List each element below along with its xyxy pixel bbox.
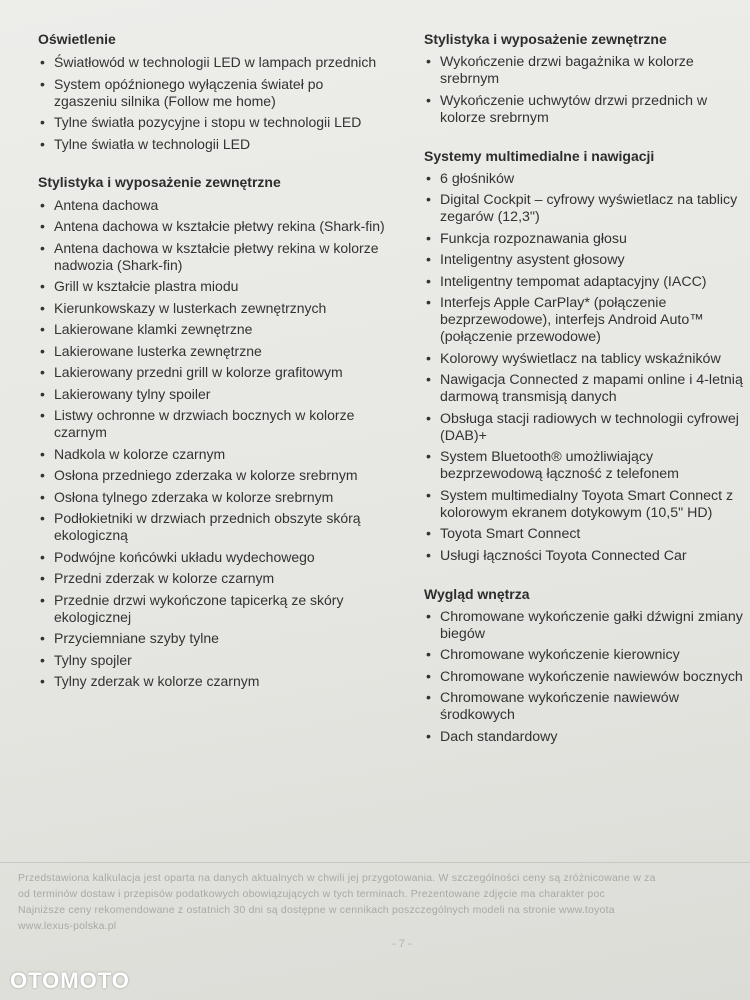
feature-item	[38, 364, 388, 381]
feature-text: Grill w kształcie plastra miodu	[54, 278, 239, 294]
feature-item	[424, 411, 750, 445]
feature-text: System multimedialny Toyota Smart Connect z kolorowym ekranem dotykowym (10,5" HD)	[440, 487, 734, 521]
bullet-icon: •	[426, 668, 431, 685]
feature-item	[38, 549, 388, 566]
feature-text: Tylne światła pozycyjne i stopu w technologii LED	[54, 114, 362, 130]
bullet-icon: •	[40, 651, 45, 668]
section-heading: Oświetlenie	[38, 31, 116, 47]
bullet-icon: •	[426, 295, 431, 311]
feature-item	[38, 570, 388, 587]
bullet-icon: •	[426, 487, 431, 504]
bullet-icon: •	[40, 570, 45, 586]
footer-divider	[0, 862, 750, 863]
bullet-icon: •	[426, 92, 431, 109]
feature-item	[38, 321, 388, 338]
feature-item	[424, 690, 750, 724]
feature-text: Chromowane wykończenie gałki dźwigni zmiany biegów	[440, 608, 743, 642]
disclaimer-line: Najniższe ceny rekomendowane z ostatnich 30 dni są dostępne w cennikach poszczególnych modeli na stronie www.toyota	[18, 904, 615, 916]
feature-item	[38, 54, 388, 71]
feature-text: Lakierowany tylny spoiler	[54, 385, 211, 402]
section-heading: Stylistyka i wyposażenie zewnętrzne	[424, 31, 667, 47]
feature-item	[424, 609, 750, 643]
feature-text: Usługi łączności Toyota Connected Car	[440, 547, 687, 564]
bullet-icon: •	[40, 467, 45, 483]
feature-text: Przednie drzwi wykończone tapicerką ze skóry ekologicznej	[54, 591, 344, 625]
section-heading: Systemy multimedialne i nawigacji	[424, 147, 655, 164]
feature-text: System Bluetooth® umożliwiający bezprzewodową łączność z telefonem	[440, 449, 679, 482]
bullet-icon: •	[426, 372, 431, 388]
feature-item	[38, 343, 388, 360]
feature-item	[424, 669, 750, 686]
bullet-icon: •	[40, 630, 45, 646]
bullet-icon: •	[426, 230, 431, 247]
bullet-icon: •	[40, 591, 45, 608]
feature-text: Dach standardowy	[440, 728, 558, 745]
feature-item	[38, 630, 388, 647]
feature-text: Antena dachowa w kształcie płetwy rekina w kolorze nadwozia (Shark-fin)	[54, 239, 379, 273]
feature-item	[424, 351, 750, 368]
bullet-icon: •	[40, 196, 45, 213]
bullet-icon: •	[40, 488, 45, 505]
feature-item	[424, 548, 750, 565]
feature-item	[424, 171, 750, 188]
feature-list	[424, 54, 750, 127]
bullet-icon: •	[426, 547, 431, 564]
feature-text: Lakierowane klamki zewnętrzne	[54, 321, 253, 337]
bullet-icon: •	[426, 647, 431, 663]
feature-text: Tylny zderzak w kolorze czarnym	[54, 673, 260, 689]
feature-list	[38, 54, 388, 153]
bullet-icon: •	[40, 445, 45, 462]
feature-text: Nawigacja Connected z mapami online i 4-letnią darmową transmisją danych	[440, 372, 743, 405]
feature-item	[38, 136, 388, 153]
spec-section	[424, 147, 750, 565]
feature-text: Wykończenie drzwi bagażnika w kolorze srebrnym	[440, 54, 694, 87]
feature-text: Antena dachowa w kształcie płetwy rekina (Shark-fin)	[54, 218, 385, 234]
feature-item	[38, 300, 388, 317]
feature-text: Obsługa stacji radiowych w technologii cyfrowej (DAB)+	[440, 410, 739, 444]
feature-item	[424, 449, 750, 483]
bullet-icon: •	[426, 449, 431, 465]
feature-item	[38, 652, 388, 669]
feature-text: Tylny spojler	[54, 651, 132, 668]
bullet-icon: •	[40, 54, 45, 70]
feature-item	[424, 488, 750, 522]
spec-section	[424, 585, 750, 746]
feature-item	[38, 446, 388, 463]
feature-item	[38, 218, 388, 235]
feature-text: Osłona tylnego zderzaka w kolorze srebrnym	[54, 488, 334, 505]
bullet-icon: •	[40, 321, 45, 337]
feature-item	[38, 76, 388, 110]
feature-text: Wykończenie uchwytów drzwi przednich w kolorze srebrnym	[440, 92, 708, 126]
section-heading: Wygląd wnętrza	[424, 585, 530, 602]
otomoto-watermark-logo: OTOMOTO	[10, 968, 130, 993]
feature-item	[38, 197, 388, 214]
bullet-icon: •	[40, 364, 45, 380]
feature-item	[424, 192, 750, 226]
bullet-icon: •	[40, 407, 45, 423]
disclaimer-line: Przedstawiona kalkulacja jest oparta na danych aktualnych w chwili jej przygotowania. W szczególności ceny są zróżnicowane w za	[18, 872, 656, 884]
disclaimer-footer	[18, 870, 750, 934]
feature-text: Osłona przedniego zderzaka w kolorze srebrnym	[54, 467, 358, 483]
section-heading: Stylistyka i wyposażenie zewnętrzne	[38, 173, 281, 190]
feature-item	[424, 526, 750, 543]
feature-text: Tylne światła w technologii LED	[54, 135, 251, 152]
feature-text: Lakierowany przedni grill w kolorze grafitowym	[54, 364, 343, 380]
bullet-icon: •	[40, 299, 45, 316]
spec-section	[424, 30, 750, 127]
left-column	[38, 30, 388, 710]
feature-text: Przyciemniane szyby tylne	[54, 630, 219, 646]
bullet-icon: •	[40, 548, 45, 565]
feature-text: Chromowane wykończenie nawiewów bocznych	[440, 668, 743, 685]
feature-text: Inteligentny asystent głosowy	[440, 252, 625, 268]
feature-item	[38, 114, 388, 131]
feature-text: Inteligentny tempomat adaptacyjny (IACC)	[440, 273, 707, 290]
feature-item	[38, 467, 388, 484]
disclaimer-line: www.lexus-polska.pl	[18, 920, 117, 932]
bullet-icon: •	[40, 135, 45, 152]
feature-list	[424, 171, 750, 565]
feature-item	[424, 372, 750, 406]
feature-text: Toyota Smart Connect	[440, 526, 581, 542]
feature-text: System opóźnionego wyłączenia świateł po zgaszeniu silnika (Follow me home)	[54, 75, 324, 109]
bullet-icon: •	[40, 385, 45, 402]
feature-text: Kierunkowskazy w lusterkach zewnętrznych	[54, 299, 327, 316]
feature-list	[424, 609, 750, 746]
feature-item	[38, 510, 388, 544]
bullet-icon: •	[40, 114, 45, 130]
bullet-icon: •	[426, 728, 431, 745]
bullet-icon: •	[426, 526, 431, 542]
feature-text: Nadkola w kolorze czarnym	[54, 445, 226, 462]
feature-list	[38, 197, 388, 691]
bullet-icon: •	[426, 350, 431, 367]
bullet-icon: •	[426, 54, 431, 70]
feature-item	[424, 274, 750, 291]
feature-item	[424, 231, 750, 248]
bullet-icon: •	[40, 75, 45, 92]
feature-text: Przedni zderzak w kolorze czarnym	[54, 570, 275, 586]
feature-text: Chromowane wykończenie kierownicy	[440, 647, 680, 663]
feature-text: Kolorowy wyświetlacz na tablicy wskaźników	[440, 350, 721, 367]
bullet-icon: •	[426, 410, 431, 427]
feature-text: Digital Cockpit – cyfrowy wyświetlacz na tablicy zegarów (12,3")	[440, 192, 738, 225]
feature-text: Podłokietniki w drzwiach przednich obszyte skórą ekologiczną	[54, 510, 361, 543]
feature-text: Światłowód w technologii LED w lampach przednich	[54, 54, 377, 70]
feature-item	[38, 386, 388, 403]
page-number: - 7 -	[392, 938, 412, 950]
feature-item	[38, 673, 388, 690]
feature-item	[38, 278, 388, 295]
feature-item	[38, 240, 388, 274]
feature-item	[424, 252, 750, 269]
bullet-icon: •	[40, 218, 45, 234]
feature-text: Antena dachowa	[54, 196, 159, 213]
feature-text: Lakierowane lusterka zewnętrzne	[54, 342, 262, 359]
bullet-icon: •	[40, 342, 45, 359]
feature-item	[424, 647, 750, 664]
feature-item	[38, 592, 388, 626]
feature-text: Chromowane wykończenie nawiewów środkowych	[440, 690, 679, 723]
bullet-icon: •	[40, 278, 45, 294]
feature-item	[424, 54, 750, 88]
feature-item	[424, 729, 750, 746]
bullet-icon: •	[426, 192, 431, 208]
feature-item	[424, 93, 750, 127]
bullet-icon: •	[40, 239, 45, 256]
feature-text: 6 głośników	[440, 170, 515, 187]
spec-section	[38, 173, 388, 691]
bullet-icon: •	[40, 510, 45, 526]
spec-section	[38, 30, 388, 153]
feature-item	[38, 489, 388, 506]
bullet-icon: •	[426, 608, 431, 625]
feature-text: Funkcja rozpoznawania głosu	[440, 230, 627, 247]
right-column	[424, 30, 750, 766]
bullet-icon: •	[426, 252, 431, 268]
feature-item	[38, 407, 388, 441]
bullet-icon: •	[426, 690, 431, 706]
feature-item	[424, 295, 750, 346]
feature-text: Interfejs Apple CarPlay* (połączenie bezprzewodowe), interfejs Android Auto™ (połączenie przewodowe)	[440, 295, 704, 345]
bullet-icon: •	[426, 170, 431, 187]
feature-text: Listwy ochronne w drzwiach bocznych w kolorze czarnym	[54, 407, 355, 440]
bullet-icon: •	[40, 673, 45, 689]
bullet-icon: •	[426, 273, 431, 290]
feature-text: Podwójne końcówki układu wydechowego	[54, 548, 315, 565]
disclaimer-line: od terminów dostaw i przepisów podatkowych obowiązujących w tych terminach. Prezentowane zdjęcie ma charakter poc	[18, 888, 605, 900]
